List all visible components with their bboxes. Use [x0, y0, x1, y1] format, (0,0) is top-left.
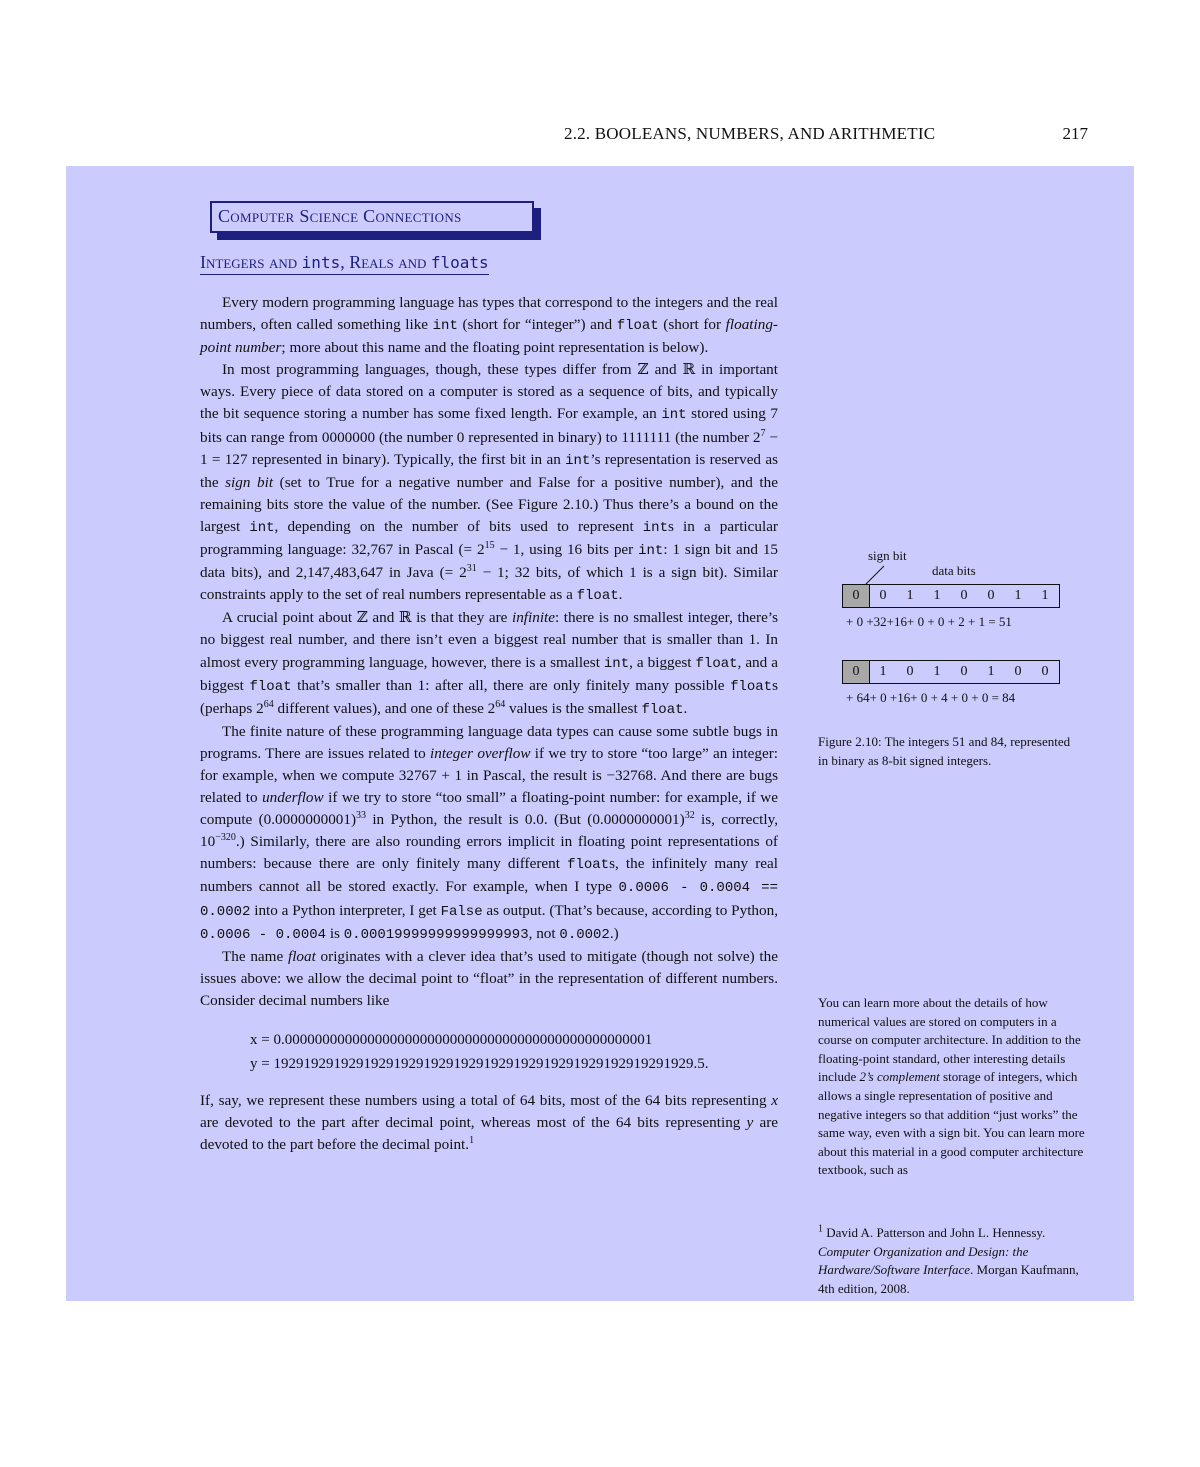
text-run: In most programming languages, though, these types differ from ℤ and ℝ in important ways. Every piece of data stored on a computer is stored as a sequence of bits, and typically the bit sequence storing a number has some fixed length. For example, an — [200, 361, 778, 423]
text-run: − 1 = 127 represented in binary). Typically, the first bit in an — [200, 428, 778, 468]
superscript: 32 — [684, 810, 695, 822]
superscript: 7 — [760, 427, 766, 439]
code-run: float — [576, 588, 619, 605]
text-run: values is the smallest — [505, 699, 642, 717]
text-run: (set to True for a negative number and False for a positive number), and the remaining bits store the value of the number. (See Figure 2.10.) Thus there’s a bound on the largest — [200, 473, 778, 535]
data-bit-cell: 1 — [933, 664, 941, 679]
superscript: 31 — [466, 563, 477, 575]
text-run: . — [683, 699, 688, 717]
figure-2-10 — [838, 546, 1098, 716]
text-run: The finite nature of these programming language data types can cause some subtle bugs in programs. There are issues related to — [200, 722, 778, 762]
text-run: if we try to store “too large” an integer: for example, when we compute 32767 + 1 in Pascal, the result is −32768. And there are bugs related to — [200, 744, 779, 807]
code-run: float — [616, 318, 659, 335]
subtitle-part: , Reals and — [340, 252, 431, 272]
running-header — [560, 124, 1090, 148]
italic-run: x — [771, 1092, 778, 1109]
code-run: int — [603, 655, 630, 672]
code-run: int — [642, 519, 668, 536]
page-number: 217 — [1062, 124, 1088, 143]
sidenote-text: You can learn more about the details of how numerical values are stored on computers in a course on computer architecture. In addition to the floating-point standard, other interesting details include — [818, 995, 1081, 1085]
sign-bit-cell: 0 — [843, 585, 870, 607]
data-bit-cell: 0 — [906, 664, 914, 679]
sum-line-84: + 64+ 0 +16+ 0 + 4 + 0 + 0 = 84 — [846, 690, 1016, 705]
footnote-title: Computer Organization and Design: the Hardware/Software Interface — [818, 1243, 1029, 1278]
text-run: The name — [222, 947, 288, 965]
text-run: − 1; 32 bits, of which 1 is a sign bit). Similar constraints apply to the set of real numbers representable as a — [200, 564, 778, 604]
code-run: int — [432, 318, 458, 335]
text-run: , a biggest — [629, 653, 696, 671]
text-run: , and a biggest — [200, 653, 778, 694]
text-run: s (perhaps 2 — [200, 676, 778, 717]
text-run: in Python, the result is 0.0. (But (0.0000000001) — [366, 811, 685, 829]
sidenote-text: storage of integers, which allows a single representation of positive and negative integers so that addition “just works” the same way, even with a sign bit. You can learn more about this material in a good computer architecture textbook, such as — [818, 1069, 1085, 1178]
superscript: 15 — [484, 539, 495, 551]
italic-run: floating-point number — [200, 316, 778, 357]
footnote-mark: 1 — [818, 1223, 823, 1235]
text-run: is, correctly, 10 — [200, 811, 778, 851]
paragraph — [200, 721, 778, 946]
italic-run: integer overflow — [430, 744, 531, 762]
bit-row-51 — [842, 584, 1060, 608]
data-bit-cell: 1 — [987, 664, 995, 679]
text-run: A crucial point about ℤ and ℝ is that they are — [222, 609, 512, 627]
subtitle-part: Integers and — [200, 252, 302, 272]
italic-run: infinite — [511, 609, 556, 627]
subtitle-code: floats — [430, 253, 489, 272]
text-run: are devoted to the part before the decimal point. — [200, 1114, 778, 1154]
sign-bit-label: sign bit — [868, 548, 907, 563]
footnote — [818, 1224, 1088, 1298]
sign-bit-cell: 0 — [843, 661, 870, 683]
text-run: − 1, using 16 bits per — [494, 541, 639, 559]
text-run: If, say, we represent these numbers using a total of 64 bits, most of the 64 bits representing — [200, 1092, 772, 1109]
data-bit-cell: 0 — [1014, 664, 1022, 679]
figure-caption: Figure 2.10: The integers 51 and 84, represented in binary as 8-bit signed integers. — [818, 734, 1071, 768]
code-run: float — [730, 678, 773, 695]
text-run: (short for — [658, 316, 726, 334]
italic-run: y — [746, 1114, 754, 1132]
code-run: False — [440, 903, 483, 920]
text-run: is — [326, 924, 344, 942]
superscript: 1 — [469, 1135, 475, 1147]
sidenote-emphasis: 2’s complement — [859, 1069, 940, 1085]
paragraph — [200, 359, 778, 607]
text-run: , not — [528, 924, 560, 942]
text-run: : 1 sign bit and 15 data bits), and 2,147,483,647 in Java (= 2 — [200, 541, 779, 582]
sum-line-51: + 0 +32+16+ 0 + 0 + 2 + 1 = 51 — [846, 614, 1012, 629]
box-badge — [210, 201, 534, 233]
text-run: ’s representation is reserved as the — [200, 450, 778, 491]
text-run: if we try to store “too small” a floating-point number: for example, if we compute (0.0000000001) — [200, 789, 778, 829]
code-run: 0.00019999999999999993 — [343, 926, 529, 943]
superscript: 64 — [263, 698, 274, 710]
superscript: 33 — [356, 810, 367, 822]
code-run: float — [567, 857, 610, 874]
italic-run: sign bit — [225, 473, 274, 491]
equation-y: y = 19291929192919291929192919291929192919291929192919291929.5. — [250, 1056, 709, 1072]
subtitle-code: ints — [301, 253, 341, 272]
text-run: are devoted to the part after decimal point, whereas most of the 64 bits representing — [200, 1114, 747, 1132]
data-bit-cell: 1 — [906, 588, 914, 603]
code-run: float — [641, 701, 684, 718]
text-run: . — [618, 586, 623, 604]
paragraph — [200, 607, 778, 720]
text-run: into a Python interpreter, I get — [250, 901, 441, 919]
sidenote — [818, 994, 1088, 1180]
data-bit-cell: 1 — [879, 664, 887, 679]
text-run: .) Similarly, there are also rounding errors implicit in floating point representations of numbers: because there are only finitely many different — [200, 833, 778, 873]
text-run: Every modern programming language has types that correspond to the integers and the real numbers, often called something like — [200, 294, 778, 334]
code-run: 0.0002 — [559, 926, 610, 943]
data-bit-cell: 0 — [1041, 664, 1049, 679]
code-run: int — [661, 407, 687, 424]
code-run: int — [638, 543, 664, 560]
text-run: different values), and one of these 2 — [273, 699, 496, 717]
code-run: int — [249, 519, 275, 536]
code-run: 0.0006 - 0.0004 — [200, 926, 327, 943]
footnote-author: David A. Patterson and John L. Hennessy. — [823, 1225, 1046, 1240]
footnote-rest: . Morgan Kaufmann, 4th edition, 2008. — [818, 1262, 1079, 1296]
text-run: , depending on the number of bits used to represent — [274, 517, 643, 535]
code-run: int — [565, 452, 591, 469]
data-bit-cell: 0 — [879, 588, 887, 603]
text-run: (short for “integer”) and — [457, 316, 617, 334]
text-run: originates with a clever idea that’s used to mitigate (though not solve) the issues above: we allow the decimal point to “float” in the representation of different numbers. Consider decimal numbers like — [200, 947, 778, 1009]
data-bit-cell: 0 — [960, 588, 968, 603]
superscript: 64 — [495, 698, 506, 710]
box-subtitle — [200, 252, 489, 275]
superscript: −320 — [215, 832, 236, 844]
paragraph — [200, 1090, 778, 1156]
text-run: s in a particular programming language: 32,767 in Pascal (= 2 — [200, 517, 778, 559]
code-run: float — [695, 655, 738, 672]
text-run: .) — [609, 924, 619, 942]
equations — [250, 1028, 778, 1076]
paragraph — [200, 946, 778, 1012]
text-run: ; more about this name and the floating point representation is below). — [281, 339, 709, 357]
code-run: 0.0006 - 0.0004 == 0.0002 — [200, 880, 778, 920]
main-text — [200, 292, 778, 1156]
data-bits-label: data bits — [932, 563, 976, 578]
data-bit-cell: 0 — [987, 588, 995, 603]
text-run: stored using 7 bits can range from 0000000 (the number 0 represented in binary) to 1111111 (the number 2 — [200, 405, 778, 446]
equation-x: x = 0.0000000000000000000000000000000000000000000000001 — [250, 1032, 653, 1048]
bit-row-84 — [842, 660, 1060, 684]
text-run: as output. (That’s because, according to Python, — [482, 901, 778, 919]
italic-run: float — [287, 947, 316, 965]
text-run: that’s smaller than 1: after all, there are only finitely many possible — [291, 676, 731, 694]
italic-run: underflow — [262, 789, 324, 807]
data-bit-cell: 1 — [1041, 588, 1049, 603]
text-run: : there is no smallest integer, there’s no biggest real number, and there isn’t even a biggest real number that is smaller than 1. In almost every programming language, however, there is a smallest — [200, 609, 778, 671]
code-run: float — [249, 678, 292, 695]
data-bit-cell: 1 — [933, 588, 941, 603]
data-bit-cell: 0 — [960, 664, 968, 679]
data-bit-cell: 1 — [1014, 588, 1022, 603]
paragraph — [200, 292, 778, 359]
section-title: 2.2. BOOLEANS, NUMBERS, AND ARITHMETIC — [564, 124, 936, 143]
text-run: s, the infinitely many real numbers cannot all be stored exactly. For example, when I type — [200, 855, 778, 896]
badge-label: Computer Science Connections — [218, 206, 462, 226]
